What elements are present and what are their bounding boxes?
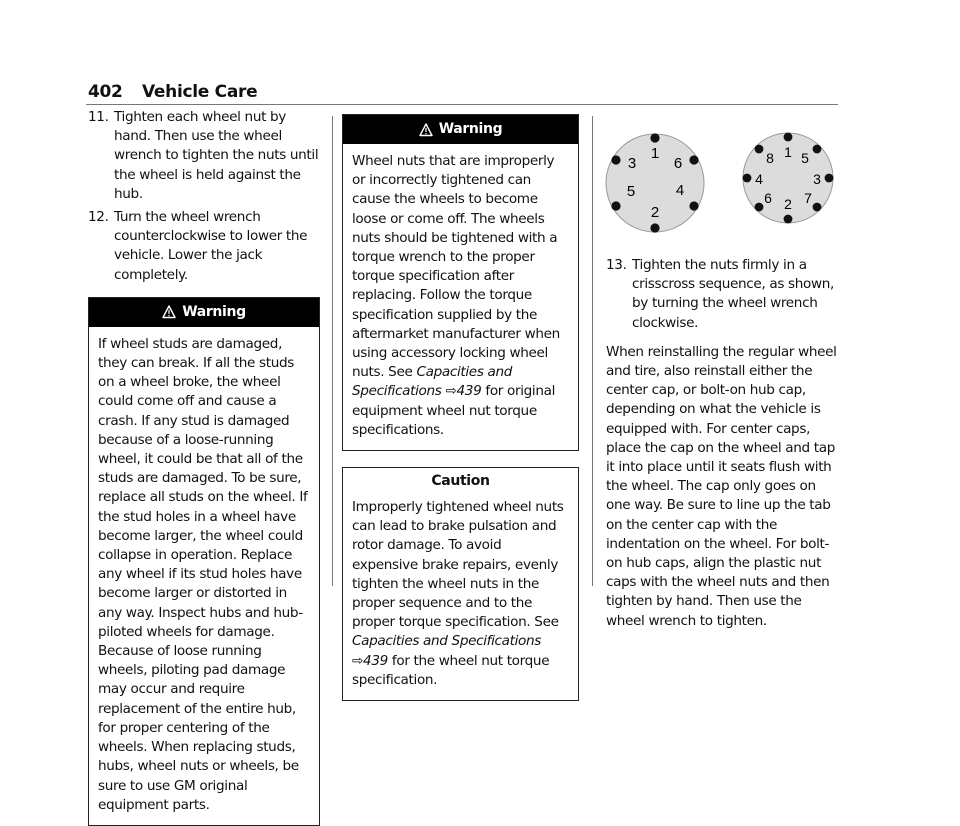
warning-title: Warning: [438, 120, 503, 137]
stud-dot: [784, 215, 793, 224]
step-13: [606, 256, 842, 333]
warning-header: [343, 115, 578, 144]
right-column: [606, 256, 842, 631]
warning-header: [89, 298, 319, 327]
caution-header: Caution: [431, 473, 490, 490]
page-reference[interactable]: 439: [456, 383, 482, 400]
capacities-link[interactable]: Capacities and Specifications: [352, 633, 542, 650]
page-number: 402: [88, 82, 123, 102]
middle-column: [342, 114, 579, 701]
section-title: Vehicle Care: [142, 82, 258, 102]
page-reference[interactable]: 439: [363, 652, 388, 669]
capacities-link[interactable]: Capacities and Specifications: [352, 364, 513, 400]
warning-triangle-icon: [419, 123, 433, 137]
column-divider-right: [592, 116, 593, 586]
stud-dot: [611, 155, 620, 164]
stud-dot: [825, 174, 834, 183]
sequence-label: 1: [784, 144, 792, 160]
caution-text: Improperly tightened wheel nuts can lead to brake pulsation and rotor damage. To avoid expensive brake repairs, evenly tighten the wheel nuts in the proper sequence and to the proper torque specification. See Capacities and Specifications ⇨439 for the wheel nut torque specification.: [352, 499, 564, 688]
sequence-label: 2: [650, 204, 660, 221]
sequence-label: 3: [627, 155, 637, 172]
step-text: Turn the wheel wrench counterclockwise to lower the vehicle. Lower the jack completely.: [114, 209, 308, 283]
warning-triangle-icon: [162, 305, 176, 319]
sequence-label: 2: [784, 196, 792, 212]
step-text: Tighten the nuts firmly in a crisscross sequence, as shown, by turning the wheel wrench clockwise.: [632, 257, 835, 331]
sequence-label: 5: [626, 183, 636, 200]
step-12: [88, 208, 320, 285]
caution-box: [342, 467, 579, 701]
stud-dot: [743, 174, 752, 183]
stud-dot: [611, 201, 620, 210]
stud-dot: [650, 223, 659, 232]
sequence-label: 4: [675, 182, 685, 199]
reinstall-paragraph: When reinstalling the regular wheel and tire, also reinstall either the center cap, or bolt-on hub cap, depending on what the vehicle is equipped with. For center caps, place the cap on the wheel and tap it into place until it seats flush with the wheel. The cap only goes on one way. Be sure to line up the tab on the center cap with the indentation on the wheel. For bolt-on hub caps, align the plastic nut caps with the wheel nuts and then tighten by hand. Then use the wheel wrench to tighten.: [606, 343, 837, 629]
column-divider-left: [332, 116, 333, 586]
stud-dot: [650, 133, 659, 142]
stud-dot: [755, 145, 764, 154]
sequence-label: 8: [766, 150, 774, 166]
step-text: Tighten each wheel nut by hand. Then use the wheel wrench to tighten the nuts until the wheel is held against the hub.: [114, 109, 319, 202]
sequence-label: 5: [801, 150, 809, 166]
stud-dot: [689, 155, 698, 164]
sequence-label: 4: [755, 171, 763, 187]
sequence-label: 6: [673, 155, 683, 172]
step-number: 12.: [88, 209, 109, 226]
sequence-label: 1: [650, 145, 660, 162]
stud-dot: [813, 145, 822, 154]
warning-title: Warning: [182, 303, 246, 320]
step-11: [88, 108, 320, 204]
sequence-label: 3: [813, 171, 821, 187]
page-reference-arrow-icon: ⇨: [445, 383, 457, 400]
step-number: 11.: [88, 109, 109, 125]
warning-text: If wheel studs are damaged, they can break. If all the studs on a wheel broke, the wheel could come off and cause a crash. If any stud is damaged because of a loose-running wheel, it could be that all of the studs are damaged. To be sure, replace all studs on the wheel. If the stud holes in a wheel have become larger, the wheel could collapse in operation. Replace any wheel if its stud holes have become larger or distorted in any way. Inspect hubs and hub-piloted wheels for damage. Because of loose running wheels, piloting pad damage may occur and require replacement of the entire hub, for proper centering of the wheels. When replacing studs, hubs, wheel nuts or wheels, be sure to use GM original equipment parts.: [98, 335, 308, 813]
warning-box-wheel-nuts: [342, 114, 579, 451]
six-lug-wheel-diagram: [606, 133, 704, 232]
warning-text: Wheel nuts that are improperly or incorrectly tightened can cause the wheels to become loose or come off. The wheels nuts should be tightened with a torque wrench to the proper torque specification after replacing. Follow the torque specification supplied by the aftermarket manufacturer when using accessory locking wheel nuts. See Capacities and Specifications ⇨439 for original equipment wheel nut torque specifications.: [352, 153, 560, 438]
header-rule: [86, 104, 838, 105]
sequence-label: 6: [764, 190, 772, 206]
page-reference-arrow-icon: ⇨: [352, 652, 364, 669]
left-column: [88, 108, 320, 826]
lug-nut-diagrams: [600, 128, 840, 248]
warning-box-studs: [88, 297, 320, 826]
stud-dot: [813, 203, 822, 212]
stud-dot: [755, 203, 764, 212]
stud-dot: [784, 133, 793, 142]
stud-dot: [689, 201, 698, 210]
sequence-label: 7: [804, 190, 812, 206]
step-number: 13.: [606, 257, 627, 273]
eight-lug-wheel-diagram: [743, 133, 834, 224]
